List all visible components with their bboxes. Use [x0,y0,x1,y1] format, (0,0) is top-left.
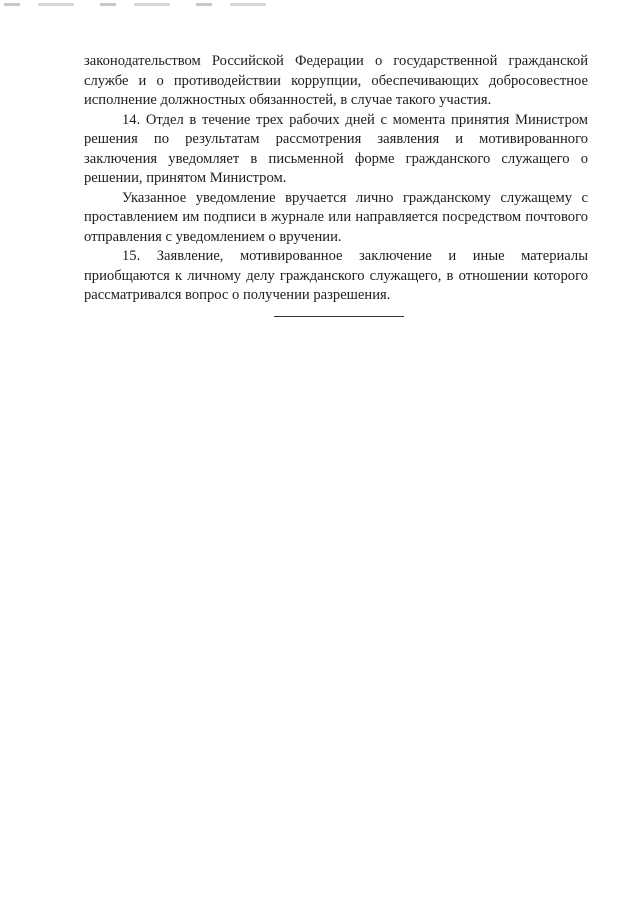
paragraph-item-15: 15. Заявление, мотивированное заключение и иные материалы приобщаются к личному делу гражданского служащего, в отношении которого рассматривался вопрос о получении разрешения. [84,248,588,303]
scan-artifact-line [4,3,274,6]
document-body [84,52,588,306]
paragraph-notification: Указанное уведомление вручается лично гражданскому служащему с проставлением им подписи в журнале или направляется посредством почтового отправления с уведомлением о вручении. [84,189,588,245]
paragraph-item-14: 14. Отдел в течение трех рабочих дней с момента принятия Министром решения по результатам рассмотрения заявления и мотивированного заключения уведомляет в письменной форме гражданского служащего о решении, принятом Министром. [84,111,588,186]
paragraph-continuation: законодательством Российской Федерации о государственной гражданской службе и о противодействии коррупции, обеспечивающих добросовестное исполнение должностных обязанностей, в случае такого участия. [84,53,588,108]
end-of-document-rule [274,316,404,317]
